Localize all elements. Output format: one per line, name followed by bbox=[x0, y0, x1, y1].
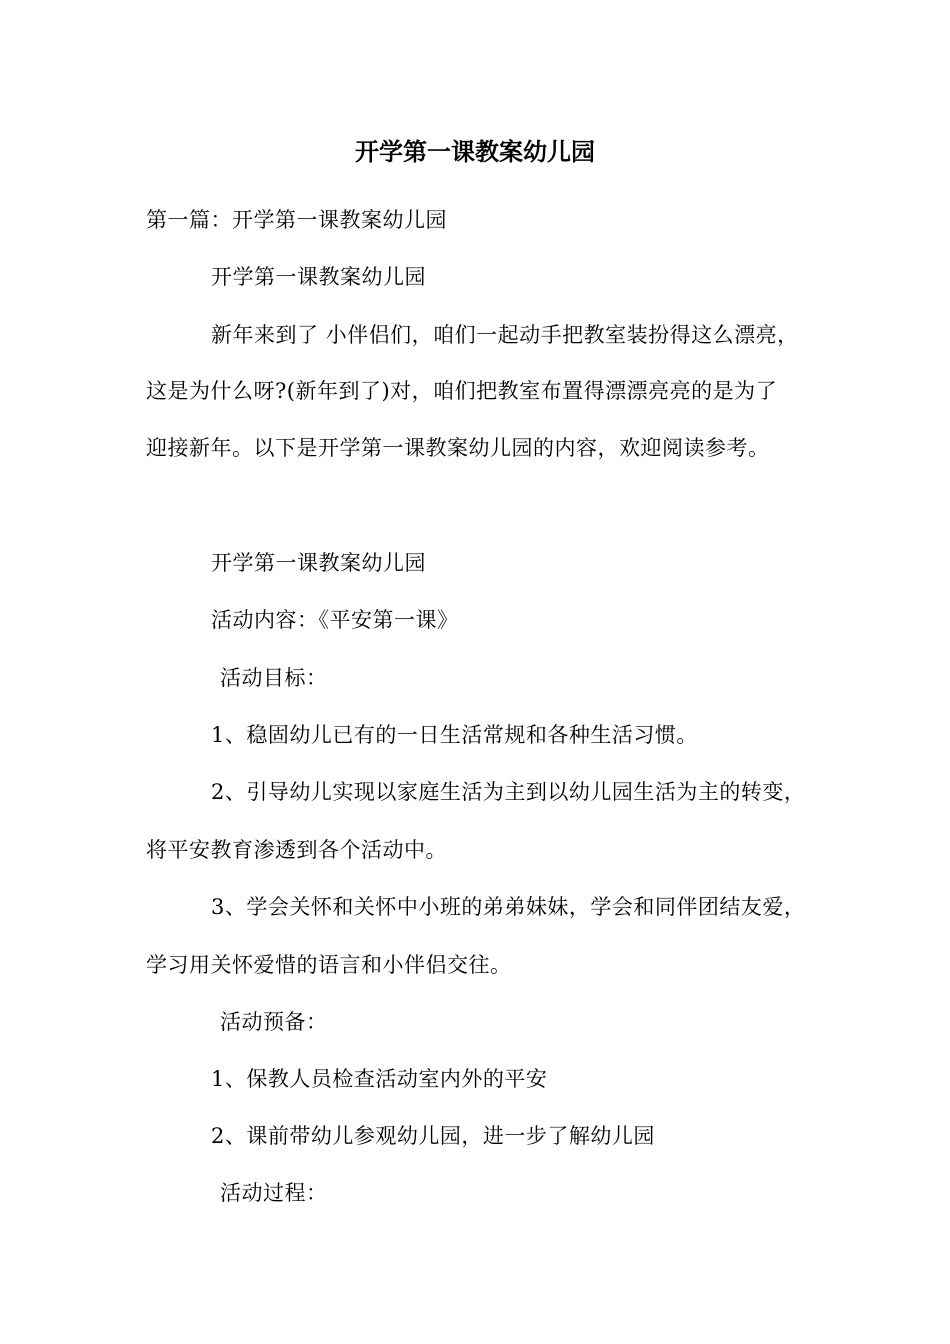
lesson-subtitle: 开学第一课教案幼儿园 bbox=[211, 265, 426, 289]
goal-item-2-line-2: 将平安教育渗透到各个活动中。 bbox=[146, 838, 447, 862]
document-title: 开学第一课教案幼儿园 bbox=[355, 137, 595, 166]
activity-preparation-heading: 活动预备： bbox=[220, 1010, 328, 1034]
lesson-heading: 开学第一课教案幼儿园 bbox=[211, 551, 426, 575]
goal-item-3-line-2: 学习用关怀爱惜的语言和小伴侣交往。 bbox=[146, 953, 512, 977]
intro-paragraph-line-1: 新年来到了 小伴侣们，咱们一起动手把教室装扮得这么漂亮， bbox=[211, 323, 799, 347]
goal-item-2-line-1: 2、引导幼儿实现以家庭生活为主到以幼儿园生活为主的转变， bbox=[211, 780, 806, 804]
section-heading: 第一篇：开学第一课教案幼儿园 bbox=[146, 208, 447, 232]
activity-process-heading: 活动过程： bbox=[220, 1181, 328, 1205]
goal-item-3-line-1: 3、学会关怀和关怀中小班的弟弟妹妹，学会和同伴团结友爱， bbox=[211, 895, 806, 919]
intro-paragraph-line-2: 这是为什么呀?(新年到了)对，咱们把教室布置得漂漂亮亮的是为了 bbox=[146, 379, 778, 403]
intro-paragraph-line-3: 迎接新年。以下是开学第一课教案幼儿园的内容，欢迎阅读参考。 bbox=[146, 436, 770, 460]
activity-content: 活动内容：《平安第一课》 bbox=[211, 608, 459, 632]
preparation-item-1: 1、保教人员检查活动室内外的平安 bbox=[211, 1067, 548, 1091]
activity-goals-heading: 活动目标： bbox=[220, 666, 328, 690]
goal-item-1: 1、稳固幼儿已有的一日生活常规和各种生活习惯。 bbox=[211, 723, 698, 747]
preparation-item-2: 2、课前带幼儿参观幼儿园，进一步了解幼儿园 bbox=[211, 1124, 655, 1148]
